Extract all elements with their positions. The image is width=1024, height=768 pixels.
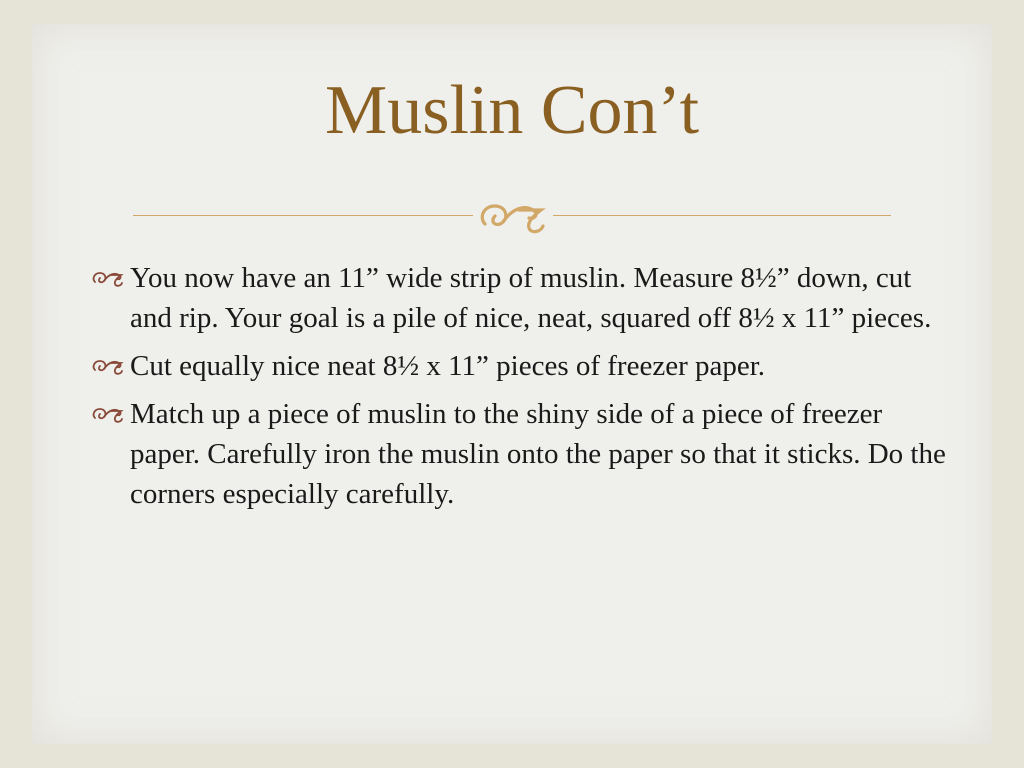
divider-line-left	[133, 215, 473, 216]
bullet-text: Match up a piece of muslin to the shiny side of a piece of freezer paper. Carefully iron the muslin onto the paper so that it sticks. Do the corners especially carefully.	[130, 398, 946, 510]
flourish-bullet-icon	[90, 355, 124, 377]
flourish-bullet-icon	[90, 267, 124, 289]
bullet-item	[90, 258, 950, 338]
flourish-bullet-icon	[90, 403, 124, 425]
divider-line-right	[553, 215, 891, 216]
bullet-text: You now have an 11” wide strip of muslin. Measure 8½” down, cut and rip. Your goal is a pile of nice, neat, squared off 8½ x 11” pieces.	[130, 262, 932, 334]
bullet-item	[90, 346, 950, 386]
slide-title: Muslin Con’t	[324, 72, 700, 149]
bullet-list	[90, 258, 950, 522]
title-divider	[133, 196, 891, 236]
flourish-icon	[475, 196, 551, 236]
bullet-text: Cut equally nice neat 8½ x 11” pieces of freezer paper.	[130, 350, 766, 382]
bullet-item	[90, 394, 950, 514]
